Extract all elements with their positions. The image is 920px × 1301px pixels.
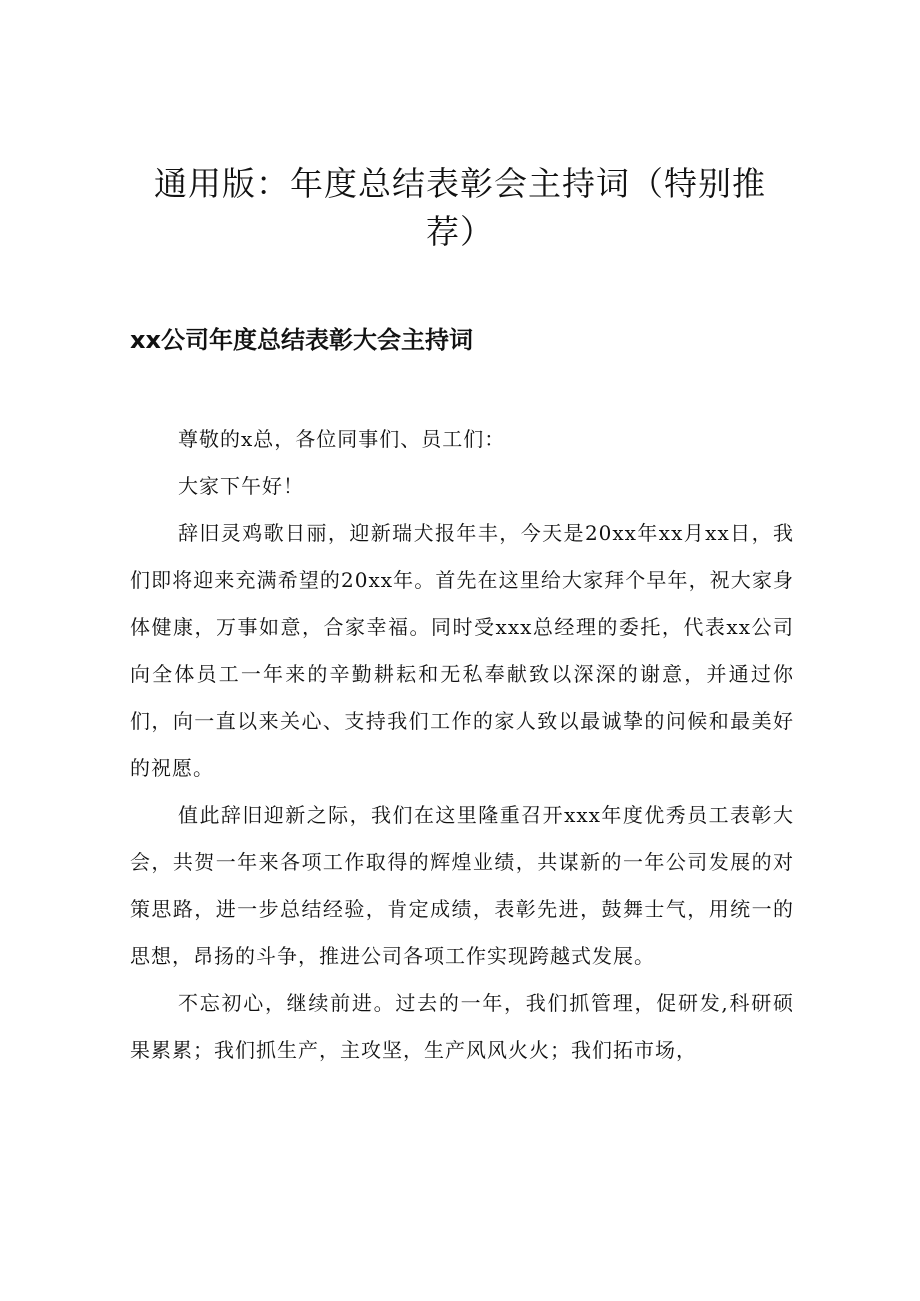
- section-heading: xx公司年度总结表彰大会主持词: [130, 326, 473, 354]
- body-paragraph: 辞旧灵鸡歌日丽，迎新瑞犬报年丰，今天是20xx年xx月xx日，我们即将迎来充满希望的20xx年。首先在这里给大家拜个早年，祝大家身体健康，万事如意，合家幸福。同时受xxx总经理的委托，代表xx公司向全体员工一年来的辛勤耕耘和无私奉献致以深深的谢意，并通过你们，向一直以来关心、支持我们工作的家人致以最诚挚的问候和最美好的祝愿。: [130, 521, 794, 780]
- body-paragraph: 不忘初心，继续前进。过去的一年，我们抓管理，促研发,科研硕果累累；我们抓生产，主攻坚，生产风风火火；我们拓市场，: [130, 991, 794, 1062]
- document-title: 通用版：年度总结表彰会主持词（特别推荐）: [154, 164, 766, 251]
- body-paragraph: 值此辞旧迎新之际，我们在这里隆重召开xxx年度优秀员工表彰大会，共贺一年来各项工作取得的辉煌业绩，共谋新的一年公司发展的对策思路，进一步总结经验，肯定成绩，表彰先进，鼓舞士气，用统一的思想，昂扬的斗争，推进公司各项工作实现跨越式发展。: [130, 803, 794, 968]
- greeting-paragraph: 大家下午好！: [178, 474, 304, 498]
- body-text: [130, 416, 794, 1074]
- salutation-paragraph: 尊敬的x总，各位同事们、员工们：: [178, 427, 506, 451]
